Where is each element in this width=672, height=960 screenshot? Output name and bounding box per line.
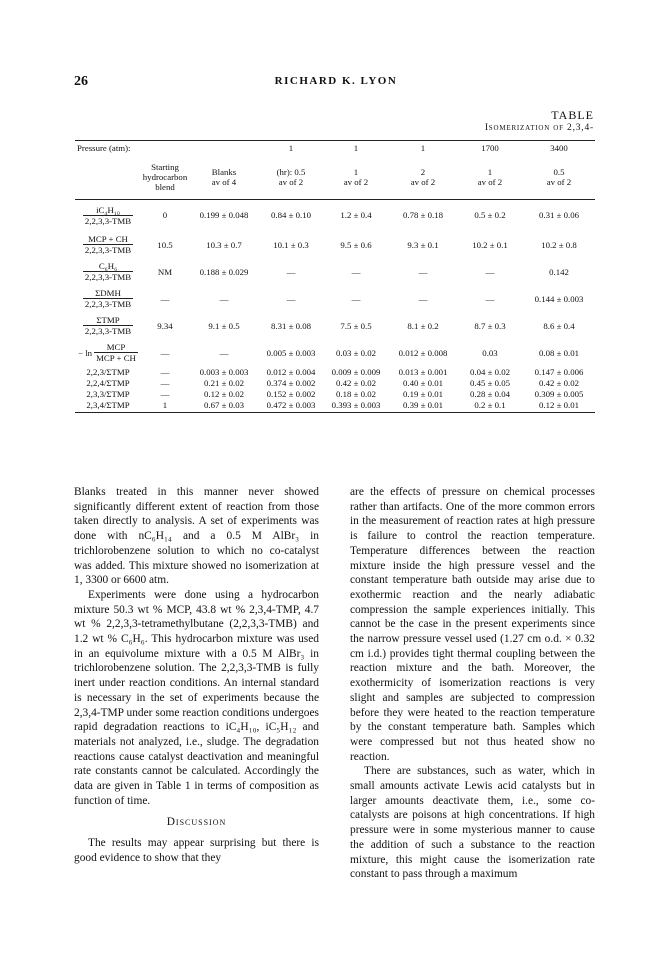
row-label-fraction <box>83 261 133 282</box>
table-cell: 0.31 ± 0.06 <box>538 210 579 220</box>
fraction-numerator: MCP <box>94 342 138 353</box>
page-number: 26 <box>74 74 88 89</box>
section-heading: Discussion <box>166 816 227 829</box>
fraction-numerator: ΣTMP <box>83 315 133 326</box>
table-row <box>75 339 595 366</box>
table-cell: 0.84 ± 0.10 <box>270 210 311 220</box>
table-cell: 0.013 ± 0.001 <box>398 366 448 377</box>
table-cell: — <box>286 293 296 304</box>
table-row <box>75 312 595 339</box>
column-header-line: av of 2 <box>477 177 503 187</box>
body-paragraph: Experiments were done using a hydrocarbon mixture 50.3 wt % MCP, 43.8 wt % 2,3,4-TMP, 4.7 wt % 2,2,3,3-tetramethylbutane (2,2,3,3-TMB) and 1.2 wt % C₆H₆. This hydrocarbon mixture was used in an equivolume mixture with a 0.5 M AlBr₃ in trichlorobenzene solution. The 2,2,3,3-TMB is fully inert under reaction conditions. An internal standard is necessary in the set of experiments because the 2,3,4-TMP under some reaction conditions undergoes rapid degradation reactions to iC₄H₁₀, iC₅H₁₂ and materials not analyzed, i.e., sludge. The degradation reactions cause catalyst deactivation and meaningful rate constants cannot be calculated. Accordingly the data are given in Table 1 in terms of composition as function of time. <box>74 588 319 807</box>
table-cell: 9.3 ± 0.1 <box>407 239 439 250</box>
fraction-denominator: 2,2,3,3-TMB <box>84 272 132 282</box>
table-cell: 0.012 ± 0.008 <box>398 347 448 358</box>
row-label-text: 2,3,4/ΣTMP <box>86 399 130 410</box>
fraction-denominator: MCP + CH <box>96 353 136 363</box>
table-cell: 9.34 <box>157 320 173 331</box>
table-row <box>75 388 595 399</box>
table-cell: 0.12 ± 0.01 <box>538 399 579 410</box>
table-cell: 0.08 ± 0.01 <box>538 347 579 358</box>
column-header-line: (hr): 0.5 <box>276 167 306 177</box>
running-head: RICHARD K. LYON <box>274 75 398 87</box>
column-header <box>523 155 595 199</box>
row-label-text: 2,2,4/ΣTMP <box>86 377 130 388</box>
column-header <box>259 155 323 199</box>
column-header-line: hydrocarbon <box>142 172 188 182</box>
table-cell: — <box>351 293 361 304</box>
table-cell: — <box>160 293 170 304</box>
column-header <box>189 155 259 199</box>
header-stub <box>75 155 141 199</box>
column-header-line: 0.5 <box>553 167 565 177</box>
column-header <box>389 155 457 199</box>
row-label <box>75 339 141 366</box>
table-cell: 0.28 ± 0.04 <box>469 388 510 399</box>
table-cell: 1 <box>162 399 168 410</box>
row-label-fraction <box>83 315 133 336</box>
row-label <box>75 399 141 410</box>
table-cell: NM <box>157 266 173 277</box>
table-label: TABLE <box>551 108 594 122</box>
table-cell: 0.009 ± 0.009 <box>331 366 381 377</box>
table-row <box>75 258 595 285</box>
table-row <box>75 377 595 388</box>
column-header <box>457 155 523 199</box>
row-label <box>75 377 141 388</box>
table-cell: 10.2 ± 0.8 <box>541 239 577 250</box>
table-cell: 0.21 ± 0.02 <box>203 377 244 388</box>
row-label-fraction <box>83 288 133 309</box>
table-cell: 0.67 ± 0.03 <box>203 399 244 410</box>
table-cell: — <box>418 266 428 277</box>
column-header-line: 1 <box>487 167 493 177</box>
column-header-line: Blanks <box>211 167 237 177</box>
fraction-denominator: 2,2,3,3-TMB <box>84 326 132 336</box>
table-cell: 0.152 ± 0.002 <box>266 388 316 399</box>
table-cell: 8.6 ± 0.4 <box>543 320 575 331</box>
table-cell: — <box>286 266 296 277</box>
table-cell: — <box>219 293 229 304</box>
column-header <box>141 155 189 199</box>
table-row <box>75 285 595 312</box>
body-column-left <box>74 485 319 866</box>
table-cell: 9.5 ± 0.6 <box>340 239 372 250</box>
pressure-cell <box>189 141 259 155</box>
table-cell: 0.393 ± 0.003 <box>331 399 381 410</box>
row-label-fraction <box>94 342 138 363</box>
fraction-numerator: ΣDMH <box>83 288 133 299</box>
table-cell: 0.147 ± 0.006 <box>534 366 584 377</box>
table-cell: 0.42 ± 0.02 <box>335 377 376 388</box>
table-cell: 0.03 ± 0.02 <box>335 347 376 358</box>
table-cell: 10.1 ± 0.3 <box>273 239 309 250</box>
fraction-numerator: MCP + CH <box>83 234 133 245</box>
table-cell: 0.199 ± 0.048 <box>199 210 249 220</box>
table-cell: — <box>219 347 229 358</box>
column-header-line: 1 <box>353 167 359 177</box>
table-cell: 0.188 ± 0.029 <box>199 266 249 277</box>
table-row <box>75 231 595 258</box>
table-row <box>75 366 595 377</box>
column-header-line: av of 2 <box>410 177 436 187</box>
row-label <box>75 312 141 339</box>
column-header-line: Starting <box>151 162 179 172</box>
table-cell: 0.472 ± 0.003 <box>266 399 316 410</box>
table-cell: 0.04 ± 0.02 <box>469 366 510 377</box>
table-cell: 0.374 ± 0.002 <box>266 377 316 388</box>
fraction-denominator: 2,2,3,3-TMB <box>84 299 132 309</box>
table-cell: — <box>160 366 170 377</box>
row-label-fraction <box>83 205 133 226</box>
table-cell: — <box>485 293 495 304</box>
column-header-line: av of 2 <box>546 177 572 187</box>
table-cell: 0.40 ± 0.01 <box>402 377 443 388</box>
row-label <box>75 231 141 258</box>
table-cell: 0.39 ± 0.01 <box>402 399 443 410</box>
pressure-value: 1 <box>420 143 426 153</box>
row-label <box>75 258 141 285</box>
table-cell: 0.03 <box>482 347 498 358</box>
table-cell: 0.42 ± 0.02 <box>538 377 579 388</box>
table-cell: 0.144 ± 0.003 <box>534 293 584 304</box>
table-cell: — <box>160 388 170 399</box>
pressure-label: Pressure (atm): <box>77 143 131 153</box>
row-label <box>75 366 141 377</box>
row-label <box>75 199 141 231</box>
table-cell: 8.31 ± 0.08 <box>270 320 311 331</box>
table-cell: 0.142 <box>549 266 569 277</box>
table-cell: 8.1 ± 0.2 <box>407 320 439 331</box>
table-cell: 10.2 ± 0.1 <box>472 239 508 250</box>
pressure-value: 3400 <box>550 143 568 153</box>
table-cell: 0.78 ± 0.18 <box>402 210 443 220</box>
table-cell: 0.45 ± 0.05 <box>469 377 510 388</box>
pressure-value: 1 <box>353 143 359 153</box>
table-cell: 8.7 ± 0.3 <box>474 320 506 331</box>
fraction-denominator: 2,2,3,3-TMB <box>84 245 132 255</box>
column-header-line: av of 2 <box>278 177 304 187</box>
row-label-prefix: − ln <box>78 347 93 358</box>
column-header-line: 2 <box>420 167 426 177</box>
table-cell: — <box>160 347 170 358</box>
table-title: Isomerization of 2,3,4- <box>484 123 594 133</box>
table-cell: — <box>160 377 170 388</box>
table-cell: 0.309 ± 0.005 <box>534 388 584 399</box>
table-cell: 0.5 ± 0.2 <box>474 210 506 220</box>
body-paragraph: The results may appear surprising but there is good evidence to show that they <box>74 837 319 864</box>
table-cell: — <box>351 266 361 277</box>
table-cell: 10.3 ± 0.7 <box>206 239 242 250</box>
table-cell: 1.2 ± 0.4 <box>340 210 372 220</box>
table-cell: — <box>485 266 495 277</box>
table-cell: 0.19 ± 0.01 <box>402 388 443 399</box>
table-cell: 0.12 ± 0.02 <box>203 388 244 399</box>
fraction-denominator: 2,2,3,3-TMB <box>84 215 132 226</box>
table-bottom-rule <box>75 412 595 413</box>
column-header-line: blend <box>155 182 175 192</box>
column-header-line: av of 2 <box>343 177 369 187</box>
column-header <box>323 155 389 199</box>
table-row <box>75 199 595 231</box>
table-cell: — <box>418 293 428 304</box>
row-label <box>75 285 141 312</box>
row-label-text: 2,3,3/ΣTMP <box>86 388 130 399</box>
fraction-numerator: iC₄H₁₀ <box>83 205 133 216</box>
table-cell: 7.5 ± 0.5 <box>340 320 372 331</box>
table-cell: 10.5 <box>157 239 173 250</box>
table-cell: 0.003 ± 0.003 <box>199 366 249 377</box>
pressure-value: 1 <box>288 143 294 153</box>
row-label-fraction <box>83 234 133 255</box>
body-paragraph: Blanks treated in this manner never showed significantly different extent of reaction from those taken directly to analysis. A set of experiments was done with nC₆H₁₄ and a 0.5 M AlBr₃ in trichlorobenzene solution to which no co-catalyst was added. This mixture showed no isomerization at 1, 3300 or 6600 atm. <box>74 486 319 587</box>
fraction-numerator: C₆H₆ <box>83 261 133 272</box>
table-cell: 0.2 ± 0.1 <box>474 399 506 410</box>
body-paragraph: are the effects of pressure on chemical processes rather than artifacts. One of the more common errors in the measurement of reaction rates at high pressure is failure to control the reaction temperature. Temperature differences between the reaction mixture inside the high pressure vessel and the constant temperature bath outside may arise due to exothermic reaction and the nearly adiabatic compression the sample experiences initially. This cannot be the case in the present experiments since the narrow pressure vessel used (1.27 cm o.d. × 0.32 cm i.d.) provides tight thermal coupling between the reaction mixture and the bath. Moreover, the exothermicity of isomerization reactions is very slight and samples are subjected to compression before they were heated to the reaction temperature by the constant temperature bath. Samples which were compressed but not thus heated show no reaction. <box>350 486 595 763</box>
isomerization-table <box>75 141 595 410</box>
body-column-right <box>350 485 595 882</box>
table-cell: 0.005 ± 0.003 <box>266 347 316 358</box>
table-cell: 9.1 ± 0.5 <box>208 320 240 331</box>
table-row <box>75 399 595 410</box>
table-cell: 0 <box>162 210 168 220</box>
row-label-text: 2,2,3/ΣTMP <box>86 366 130 377</box>
column-header-line: av of 4 <box>211 177 237 187</box>
table-cell: 0.012 ± 0.004 <box>266 366 316 377</box>
pressure-value: 1700 <box>481 143 499 153</box>
body-paragraph: There are substances, such as water, which in small amounts activate Lewis acid catalysts but in larger amounts deactivate them, i.e., some co-catalysts are poisons at high concentrations. If high pressure were in some mysterious manner to cause the addition of such a substance to the reaction mixture, this might cause the isomerization rate constant to pass through a maximum <box>350 765 595 881</box>
row-label <box>75 388 141 399</box>
table-cell: 0.18 ± 0.02 <box>335 388 376 399</box>
